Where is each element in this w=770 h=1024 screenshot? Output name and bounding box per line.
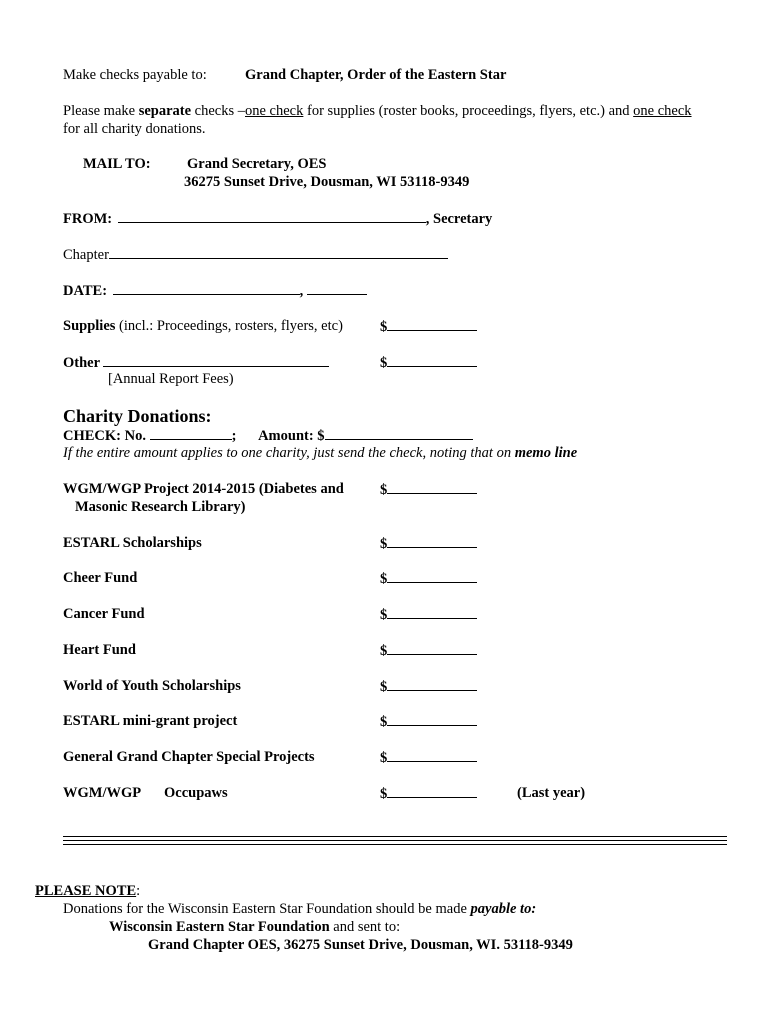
instr-text-3: for supplies (roster books, proceedings, flyers, etc.) and <box>303 103 634 119</box>
supplies-row <box>63 317 343 335</box>
year-field[interactable] <box>307 281 367 295</box>
donation-currency: $ <box>380 643 388 659</box>
donation-label-9b: Occupaws <box>164 785 228 801</box>
donation-amount-field[interactable] <box>387 480 477 494</box>
donation-label-1b: Masonic Research Library) <box>75 499 246 515</box>
donation-amount-2 <box>380 534 477 553</box>
note-text-1: Donations for the Wisconsin Eastern Star Foundation should be made <box>63 901 471 917</box>
note-line-2 <box>109 918 400 936</box>
supplies-currency: $ <box>380 319 388 335</box>
check-label: CHECK: No. <box>63 428 146 444</box>
instructions-line-1 <box>63 102 692 120</box>
from-label: FROM: <box>63 211 113 227</box>
donation-amount-field[interactable] <box>387 569 477 583</box>
other-field[interactable] <box>103 353 329 367</box>
divider-rule-2 <box>63 840 727 841</box>
check-row <box>63 426 473 445</box>
date-separator: , <box>299 283 304 299</box>
supplies-label: Supplies <box>63 318 116 334</box>
check-separator: ; <box>231 428 237 444</box>
donation-label-4: Cancer Fund <box>63 606 145 622</box>
other-currency: $ <box>380 355 388 371</box>
donation-label-8: General Grand Chapter Special Projects <box>63 749 315 765</box>
instr-text-1: Please make <box>63 103 139 119</box>
other-amount <box>380 353 477 372</box>
donation-amount-field[interactable] <box>387 712 477 726</box>
other-sub: [Annual Report Fees) <box>108 371 234 387</box>
donation-amount-7 <box>380 712 477 731</box>
chapter-label: Chapter <box>63 247 109 263</box>
charity-title: Charity Donations: <box>63 406 212 426</box>
supplies-amount-field[interactable] <box>387 317 477 331</box>
payable-label: Make checks payable to: <box>63 67 207 83</box>
donation-amount-field[interactable] <box>387 748 477 762</box>
mail-to-label: MAIL TO: <box>83 156 151 172</box>
chapter-field[interactable] <box>109 245 448 259</box>
other-amount-field[interactable] <box>387 353 477 367</box>
supplies-note: (incl.: Proceedings, rosters, flyers, etc) <box>115 318 343 334</box>
donation-amount-field[interactable] <box>387 784 477 798</box>
note-payable-to: payable to: <box>470 901 537 917</box>
donation-currency: $ <box>380 786 388 802</box>
instr-text-2: checks – <box>191 103 245 119</box>
donation-amount-field[interactable] <box>387 677 477 691</box>
from-row <box>63 209 492 228</box>
supplies-amount <box>380 317 477 336</box>
chapter-row <box>63 245 448 264</box>
donation-label-6: World of Youth Scholarships <box>63 678 241 694</box>
donation-amount-6 <box>380 677 477 696</box>
donation-amount-field[interactable] <box>387 534 477 548</box>
charity-note <box>63 444 577 462</box>
donation-currency: $ <box>380 679 388 695</box>
donation-label-2: ESTARL Scholarships <box>63 535 202 551</box>
check-amount-field[interactable] <box>325 426 473 440</box>
date-label: DATE: <box>63 283 108 299</box>
donation-label-3: Cheer Fund <box>63 570 138 586</box>
instr-one-check-1: one check <box>245 103 304 119</box>
charity-note-text: If the entire amount applies to one charity, just send the check, noting that on <box>63 445 515 461</box>
date-row <box>63 281 367 300</box>
divider-rule-3 <box>63 844 727 845</box>
donation-label-9: WGM/WGP <box>63 785 142 801</box>
donation-currency: $ <box>380 482 388 498</box>
payable-name: Grand Chapter, Order of the Eastern Star <box>245 67 507 83</box>
donation-label-1: WGM/WGP Project 2014-2015 (Diabetes and <box>63 481 344 497</box>
divider-rule-1 <box>63 836 727 837</box>
donation-amount-4 <box>380 605 477 624</box>
note-heading: PLEASE NOTE <box>35 883 137 899</box>
donation-amount-5 <box>380 641 477 660</box>
from-field[interactable] <box>118 209 426 223</box>
donation-currency: $ <box>380 607 388 623</box>
note-heading-row <box>35 882 140 900</box>
donation-currency: $ <box>380 536 388 552</box>
donation-amount-1 <box>380 480 477 499</box>
last-year-label: (Last year) <box>517 785 586 801</box>
note-colon: : <box>136 883 141 899</box>
note-sent-to: and sent to: <box>329 919 401 935</box>
donation-label-5: Heart Fund <box>63 642 136 658</box>
donation-currency: $ <box>380 750 388 766</box>
instructions-line-2: for all charity donations. <box>63 121 206 137</box>
donation-amount-8 <box>380 748 477 767</box>
charity-note-memo: memo line <box>514 445 578 461</box>
check-number-field[interactable] <box>150 426 232 440</box>
note-foundation: Wisconsin Eastern Star Foundation <box>109 919 330 935</box>
instr-one-check-2: one check <box>633 103 692 119</box>
donation-label-7: ESTARL mini-grant project <box>63 713 238 729</box>
note-address: Grand Chapter OES, 36275 Sunset Drive, Dousman, WI. 53118-9349 <box>148 937 573 953</box>
mail-to-name: Grand Secretary, OES <box>187 156 327 172</box>
instr-separate: separate <box>138 103 192 119</box>
note-line-1 <box>63 900 536 918</box>
donation-amount-9 <box>380 784 477 803</box>
donation-amount-3 <box>380 569 477 588</box>
mail-to-address: 36275 Sunset Drive, Dousman, WI 53118-9349 <box>184 174 470 190</box>
donation-currency: $ <box>380 714 388 730</box>
donation-currency: $ <box>380 571 388 587</box>
donation-amount-field[interactable] <box>387 605 477 619</box>
other-label: Other <box>63 355 100 371</box>
donation-amount-field[interactable] <box>387 641 477 655</box>
amount-label: Amount: $ <box>258 428 325 444</box>
date-field[interactable] <box>113 281 300 295</box>
from-suffix: , Secretary <box>425 211 493 227</box>
